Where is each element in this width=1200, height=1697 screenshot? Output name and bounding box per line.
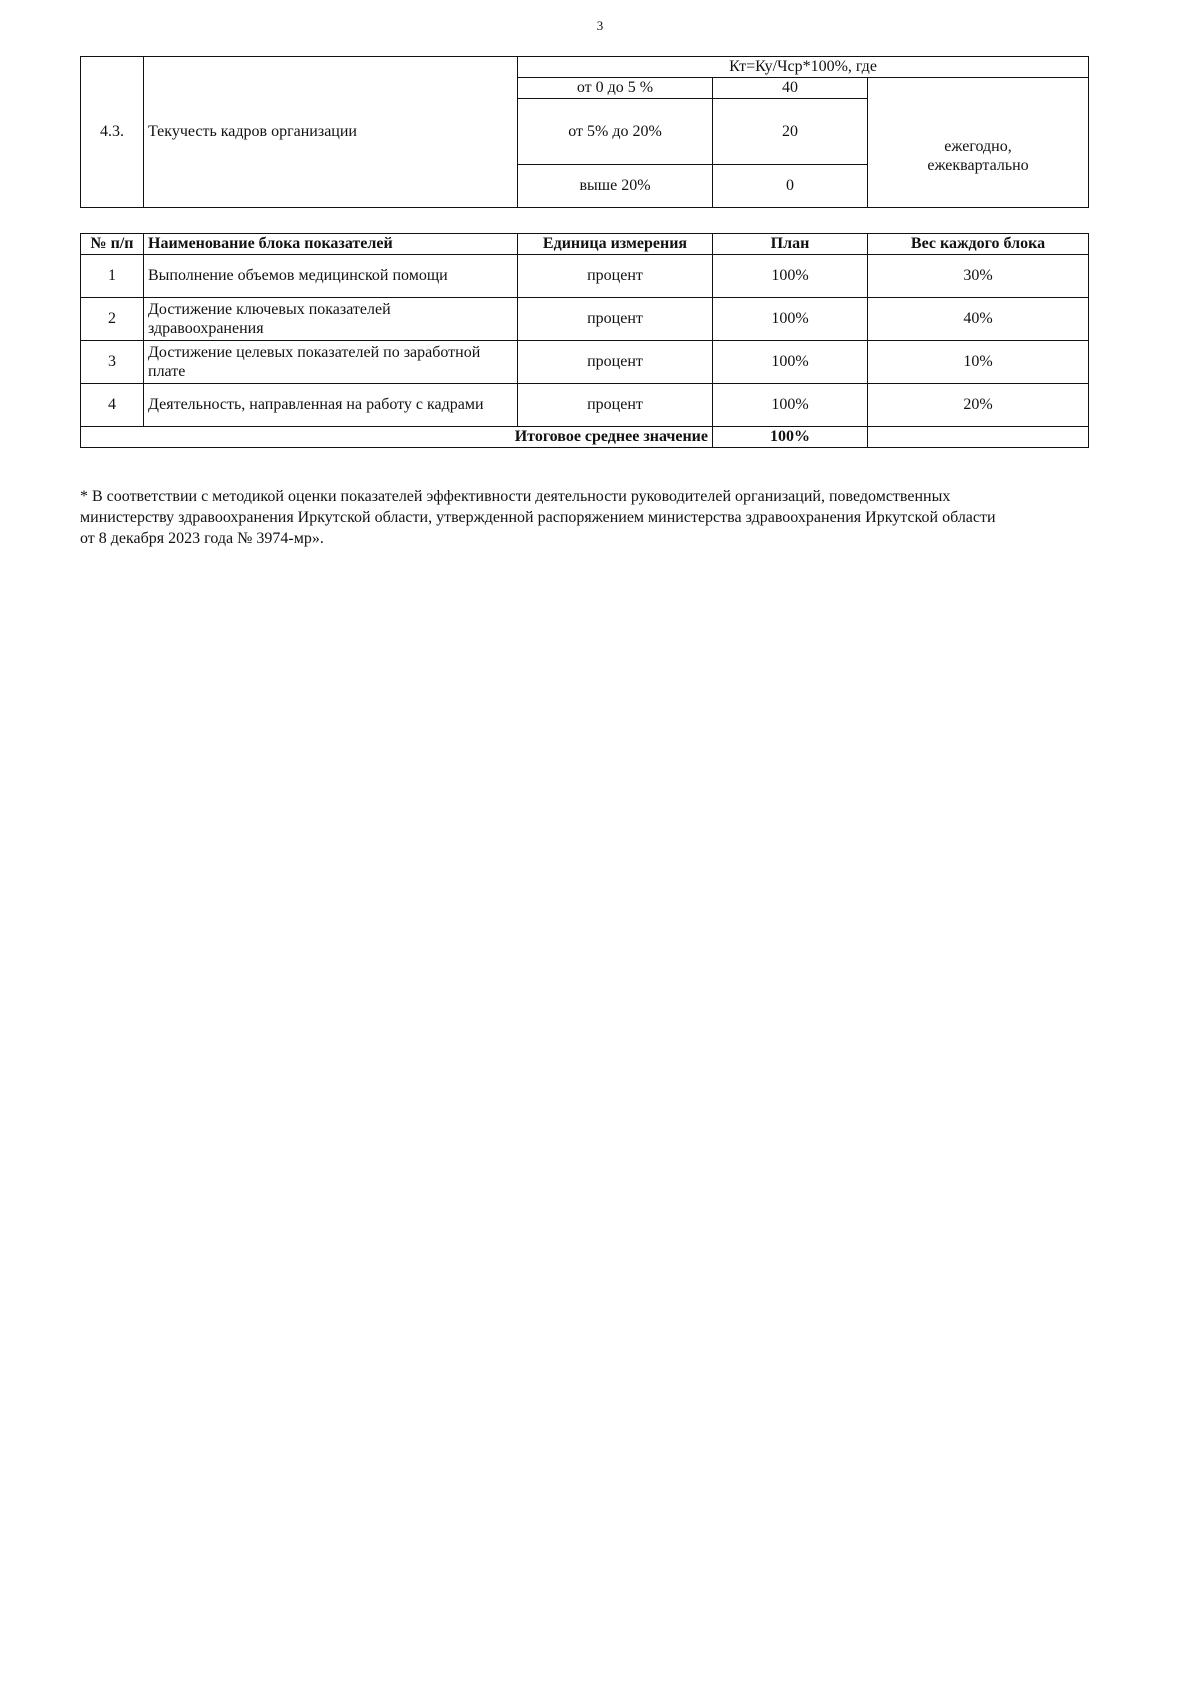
- row-name: [144, 341, 518, 384]
- total-weight-empty: [868, 427, 1089, 448]
- turnover-indicator-name: Текучесть кадров организации: [144, 57, 518, 208]
- row-unit: процент: [518, 255, 713, 298]
- frequency-line: ежегодно,: [944, 137, 1012, 155]
- total-label: Итоговое среднее значение: [81, 427, 713, 448]
- row-name-line: Достижение целевых показателей по заработной: [148, 344, 481, 361]
- frequency-line: ежеквартально: [927, 156, 1029, 174]
- table-row: [81, 255, 1089, 298]
- footnote-line: министерству здравоохранения Иркутской области, утвержденной распоряжением министерства здравоохранения Иркутской области: [80, 509, 996, 526]
- turnover-range: выше 20%: [518, 165, 713, 208]
- row-name-line: плате: [148, 363, 186, 380]
- header-num: № п/п: [81, 234, 144, 255]
- table-row: [81, 298, 1089, 341]
- row-unit: процент: [518, 298, 713, 341]
- row-plan: 100%: [713, 384, 868, 427]
- footnote-line: * В соответствии с методикой оценки показателей эффективности деятельности руководителей организаций, поведомственных: [80, 488, 951, 505]
- row-num: 4: [81, 384, 144, 427]
- turnover-table: [80, 56, 1089, 208]
- row-name-line: Достижение ключевых показателей: [148, 301, 391, 318]
- blocks-table: [80, 233, 1089, 448]
- row-plan: 100%: [713, 255, 868, 298]
- header-name: Наименование блока показателей: [144, 234, 518, 255]
- table-row: [81, 341, 1089, 384]
- footnote: [80, 486, 1090, 549]
- blocks-header-row: [81, 234, 1089, 255]
- row-weight: 40%: [868, 298, 1089, 341]
- row-weight: 30%: [868, 255, 1089, 298]
- total-row: [81, 427, 1089, 448]
- row-weight: 20%: [868, 384, 1089, 427]
- page-number: 3: [596, 18, 604, 33]
- row-name: [144, 298, 518, 341]
- row-name: Деятельность, направленная на работу с кадрами: [144, 384, 518, 427]
- turnover-frequency: [868, 78, 1089, 208]
- turnover-points: 40: [713, 78, 868, 99]
- row-plan: 100%: [713, 298, 868, 341]
- turnover-points: 20: [713, 99, 868, 165]
- table-row: [81, 384, 1089, 427]
- row-num: 2: [81, 298, 144, 341]
- row-weight: 10%: [868, 341, 1089, 384]
- row-name: Выполнение объемов медицинской помощи: [144, 255, 518, 298]
- header-weight: Вес каждого блока: [868, 234, 1089, 255]
- row-num: 3: [81, 341, 144, 384]
- turnover-formula: Кт=Ку/Чср*100%, где: [518, 57, 1089, 78]
- row-num: 1: [81, 255, 144, 298]
- footnote-line: от 8 декабря 2023 года № 3974-мр».: [80, 530, 324, 547]
- header-unit: Единица измерения: [518, 234, 713, 255]
- total-plan: 100%: [713, 427, 868, 448]
- turnover-range: от 5% до 20%: [518, 99, 713, 165]
- turnover-row-number: 4.3.: [81, 57, 144, 208]
- turnover-points: 0: [713, 165, 868, 208]
- row-unit: процент: [518, 341, 713, 384]
- row-plan: 100%: [713, 341, 868, 384]
- header-plan: План: [713, 234, 868, 255]
- row-unit: процент: [518, 384, 713, 427]
- turnover-range: от 0 до 5 %: [518, 78, 713, 99]
- row-name-line: здравоохранения: [148, 320, 264, 337]
